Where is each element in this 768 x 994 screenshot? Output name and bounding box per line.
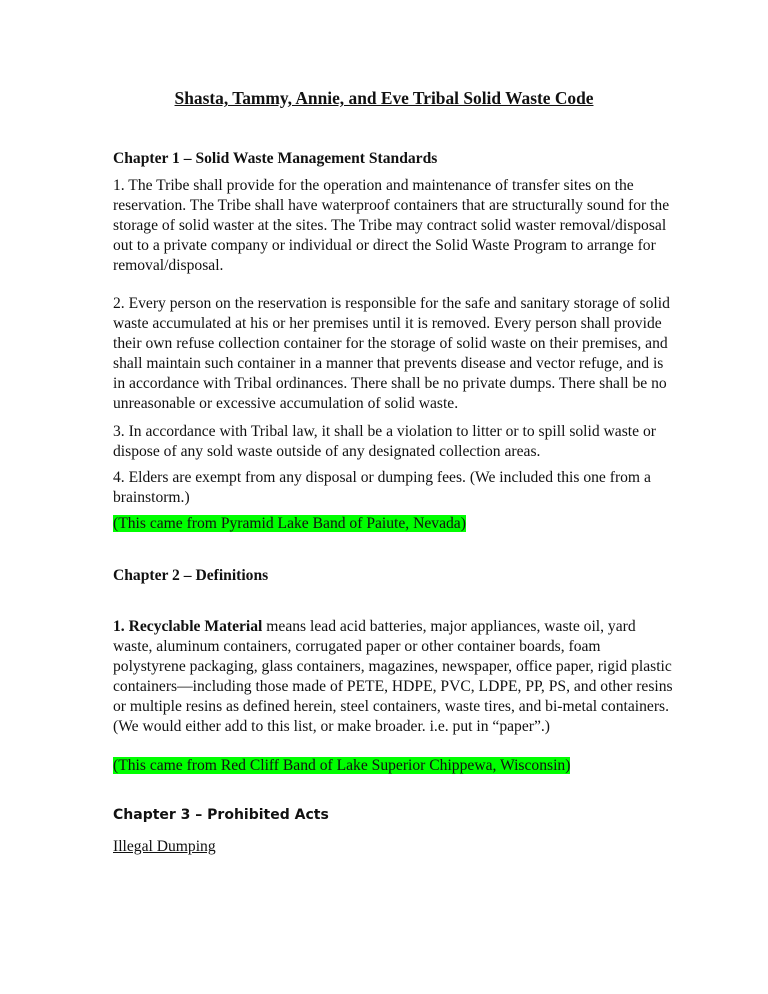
chapter-2-heading: Chapter 2 – Definitions xyxy=(113,567,269,584)
highlighted-source-note: (This came from Red Cliff Band of Lake Superior Chippewa, Wisconsin) xyxy=(113,757,571,774)
chapter-1-item-1: 1. The Tribe shall provide for the operation and maintenance of transfer sites on the reservation. The Tribe shall have waterproof containers that are structurally sound for the storage of solid waster at the sites. The Tribe may contract solid waster removal/disposal out to a private company or individual or direct the Solid Waste Program to arrange for removal/disposal. xyxy=(113,177,670,274)
chapter-1-item-4: 4. Elders are exempt from any disposal or dumping fees. (We included this one from a brainstorm.) xyxy=(113,469,651,506)
definition-text: means lead acid batteries, major appliances, waste oil, yard waste, aluminum containers, corrugated paper or other container boards, foam polystyrene packaging, glass containers, magazines, newspaper, office paper, rigid plastic containers—including those made of PETE, HDPE, PVC, LDPE, PP, PS, and other resins or multiple resins as defined herein, steel containers, waste tires, and bi-metal containers. (We would either add to this list, or make broader. i.e. put in “paper”.) xyxy=(113,618,673,735)
chapter-3-heading: Chapter 3 – Prohibited Acts xyxy=(113,807,329,823)
definition-term: 1. Recyclable Material xyxy=(113,618,263,635)
chapter-1-heading: Chapter 1 – Solid Waste Management Standards xyxy=(113,150,438,167)
chapter-1-item-2: 2. Every person on the reservation is responsible for the safe and sanitary storage of solid waste accumulated at his or her premises until it is removed. Every person shall provide their own refuse collection container for the storage of solid waste on their premises, and shall maintain such container in a manner that prevents disease and vector refuge, and is in accordance with Tribal ordinances. There shall be no private dumps. There shall be no unreasonable or excessive accumulation of solid waste. xyxy=(113,295,670,412)
chapter-1-item-3: 3. In accordance with Tribal law, it shall be a violation to litter or to spill solid waste or dispose of any sold waste outside of any designated collection areas. xyxy=(113,423,656,460)
chapter-2-source-note xyxy=(113,756,673,776)
chapter-2-definition xyxy=(113,617,673,737)
document-title: Shasta, Tammy, Annie, and Eve Tribal Solid Waste Code xyxy=(174,88,594,108)
chapter-1-source-note xyxy=(113,514,673,534)
illegal-dumping-subheading: Illegal Dumping xyxy=(113,838,216,855)
highlighted-source-note: (This came from Pyramid Lake Band of Paiute, Nevada) xyxy=(113,515,466,532)
